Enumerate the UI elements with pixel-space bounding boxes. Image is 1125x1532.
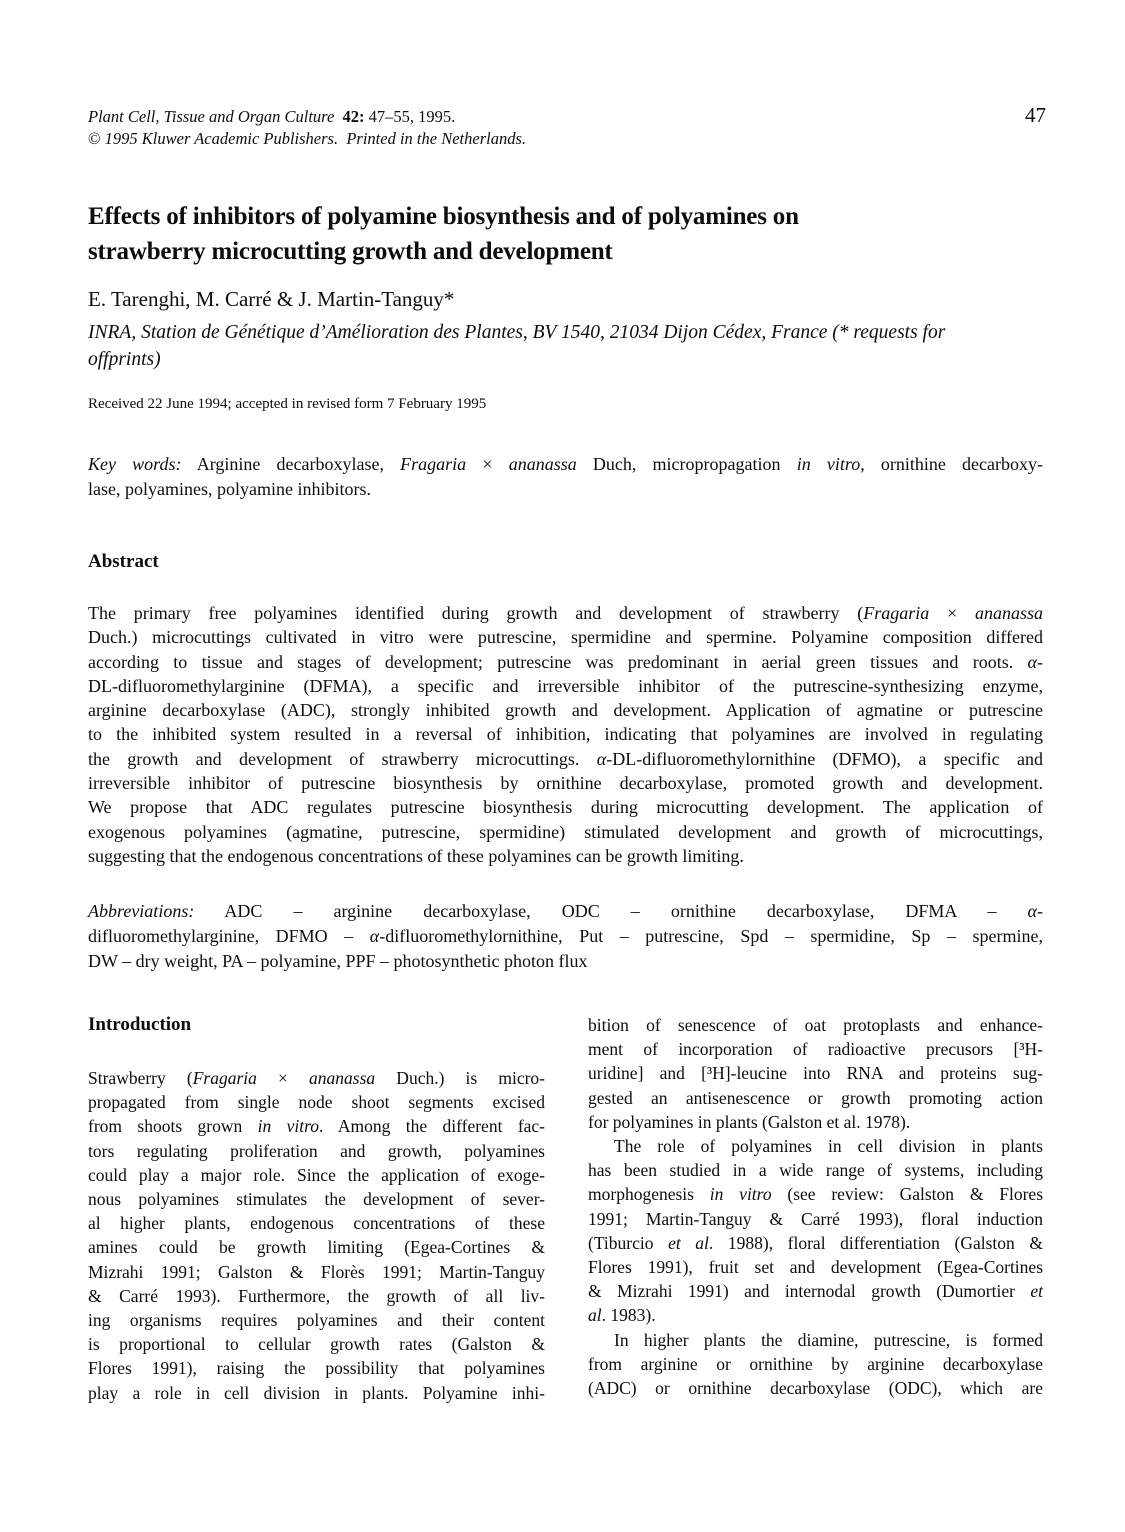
text-line: al. 1983). (588, 1305, 656, 1326)
abstract-heading: Abstract (88, 551, 159, 572)
text-line: from arginine or ornithine by arginine decarboxylase (588, 1353, 1043, 1374)
article-title (88, 199, 1048, 269)
text-line: (Tiburcio et al. 1988), floral differentiation (Galston & (588, 1232, 1043, 1253)
text-line: strawberry microcutting growth and development (88, 238, 613, 265)
text-line: for polyamines in plants (Galston et al. 1978). (588, 1111, 911, 1132)
text-line: offprints) (88, 349, 161, 370)
intro-left-column (88, 1066, 545, 1405)
text-line: Strawberry (Fragaria × ananassa Duch.) is micro- (88, 1068, 545, 1088)
text-line: has been studied in a wide range of systems, including (588, 1160, 1043, 1181)
text-line: is proportional to cellular growth rates (Galston & (88, 1334, 545, 1355)
text-line: play a role in cell division in plants. Polyamine inhi- (88, 1382, 545, 1403)
received-line: Received 22 June 1994; accepted in revised form 7 February 1995 (88, 396, 487, 412)
text-line: In higher plants the diamine, putrescine, is formed (614, 1329, 1043, 1350)
page-number: 47 (1025, 103, 1046, 127)
abbreviations-paragraph (88, 899, 1043, 974)
text-line: ment of incorporation of radioactive precusors [³H- (588, 1039, 1043, 1060)
text-line: according to tissue and stages of development; putrescine was predominant in aerial green tissues and roots. α- (88, 651, 1043, 672)
text-line: INRA, Station de Génétique d’Amélioration des Plantes, BV 1540, 21034 Dijon Cédex, France (* requests for (88, 322, 946, 343)
text-line: nous polyamines stimulates the development of sever- (88, 1189, 545, 1210)
text-line: propagated from single node shoot segments excised (88, 1092, 545, 1113)
text-line: Flores 1991), raising the possibility that polyamines (88, 1358, 545, 1379)
text-line: tors regulating proliferation and growth, polyamines (88, 1140, 545, 1161)
text-line: & Mizrahi 1991) and internodal growth (Dumortier et (588, 1281, 1043, 1302)
text-line: (ADC) or ornithine decarboxylase (ODC), which are (588, 1378, 1043, 1399)
text-line: Effects of inhibitors of polyamine biosynthesis and of polyamines on (88, 203, 799, 230)
text-line: lase, polyamines, polyamine inhibitors. (88, 479, 371, 499)
text-line: Mizrahi 1991; Galston & Florès 1991; Martin-Tanguy (88, 1261, 545, 1282)
text-line: The role of polyamines in cell division in plants (614, 1136, 1043, 1157)
text-line: 1991; Martin-Tanguy & Carré 1993), floral induction (588, 1208, 1043, 1229)
text-line: suggesting that the endogenous concentrations of these polyamines can be growth limiting. (88, 845, 744, 866)
text-line: difluoromethylarginine, DFMO – α-difluoromethylornithine, Put – putrescine, Spd – spermidine, Sp – spermine, (88, 926, 1043, 946)
text-line: exogenous polyamines (agmatine, putrescine, spermidine) stimulated development and growth of microcuttings, (88, 821, 1043, 842)
text-line: uridine] and [³H]-leucine into RNA and proteins sug- (588, 1063, 1043, 1084)
text-line: Abbreviations: ADC – arginine decarboxylase, ODC – ornithine decarboxylase, DFMA – α- (88, 901, 1043, 921)
text-line: The primary free polyamines identified during growth and development of strawberry (Fragaria × ananassa (88, 603, 1044, 623)
text-line: arginine decarboxylase (ADC), strongly inhibited growth and development. Application of agmatine or putrescine (88, 700, 1043, 721)
journal-header (88, 106, 728, 150)
text-line: DL-difluoromethylarginine (DFMA), a specific and irreversible inhibitor of the putrescine-synthesizing enzyme, (88, 675, 1043, 696)
affiliation (88, 319, 1033, 373)
abstract-paragraph (88, 601, 1043, 868)
text-line: Flores 1991), fruit set and development (Egea-Cortines (588, 1257, 1043, 1278)
text-line: We propose that ADC regulates putrescine biosynthesis during microcutting development. The application of (88, 797, 1043, 818)
text-line: & Carré 1993). Furthermore, the growth of all liv- (88, 1285, 545, 1306)
text-line: Duch.) microcuttings cultivated in vitro were putrescine, spermidine and spermine. Polyamine composition differed (88, 627, 1043, 648)
text-line: DW – dry weight, PA – polyamine, PPF – photosynthetic photon flux (88, 951, 588, 971)
text-line: amines could be growth limiting (Egea-Cortines & (88, 1237, 545, 1258)
text-line: the growth and development of strawberry microcuttings. α-DL-difluoromethylornithine (DFMO), a specific and (88, 748, 1043, 769)
text-line: from shoots grown in vitro. Among the different fac- (88, 1116, 546, 1137)
text-line: ing organisms requires polyamines and their content (88, 1310, 545, 1331)
keywords-paragraph (88, 452, 1043, 502)
text-line: Key words: Arginine decarboxylase, Fragaria × ananassa Duch, micropropagation in vitro, ornithine decarboxy- (88, 454, 1043, 474)
introduction-heading: Introduction (88, 1014, 192, 1035)
journal-citation-line: Plant Cell, Tissue and Organ Culture 42: 47–55, 1995. (88, 107, 456, 126)
text-line: irreversible inhibitor of putrescine biosynthesis by ornithine decarboxylase, promoted growth and development. (88, 773, 1043, 794)
text-line: to the inhibited system resulted in a reversal of inhibition, indicating that polyamines are involved in regulating (88, 724, 1043, 745)
text-line: al higher plants, endogenous concentrations of these (88, 1213, 545, 1234)
intro-right-column (588, 1013, 1043, 1400)
text-line: morphogenesis in vitro (see review: Galston & Flores (588, 1184, 1044, 1205)
copyright-line: © 1995 Kluwer Academic Publishers. Printed in the Netherlands. (88, 129, 526, 148)
authors-line: E. Tarenghi, M. Carré & J. Martin-Tanguy* (88, 287, 455, 311)
text-line: gested an antisenescence or growth promoting action (588, 1087, 1043, 1108)
text-line: could play a major role. Since the application of exoge- (88, 1164, 545, 1185)
text-line: bition of senescence of oat protoplasts and enhance- (588, 1015, 1043, 1035)
